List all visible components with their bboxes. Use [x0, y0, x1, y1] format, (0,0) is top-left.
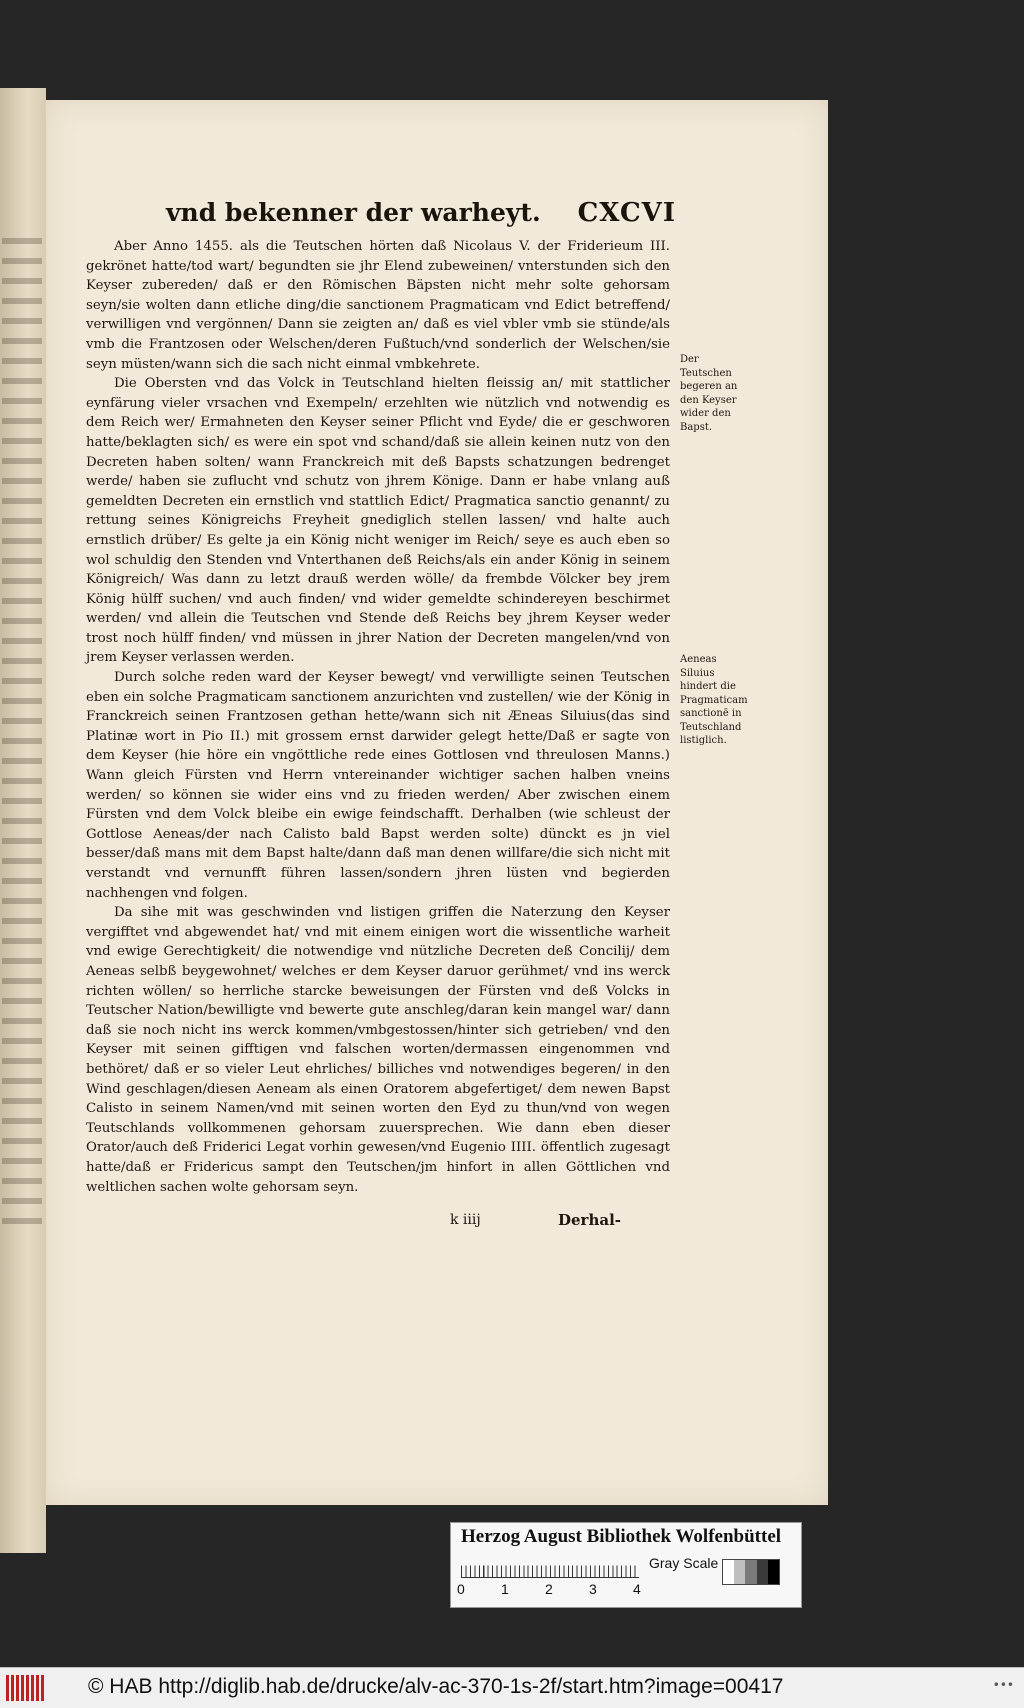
- bleed-through-line: [2, 298, 42, 304]
- gray-swatch: [723, 1560, 734, 1584]
- footer-url[interactable]: © HAB http://diglib.hab.de/drucke/alv-ac-370-1s-2f/start.htm?image=00417: [88, 1675, 784, 1698]
- bleed-through-line: [2, 358, 42, 364]
- bleed-through-line: [2, 718, 42, 724]
- bleed-through-line: [2, 758, 42, 764]
- bleed-through-line: [2, 1118, 42, 1124]
- bleed-through-line: [2, 1138, 42, 1144]
- bleed-through-line: [2, 798, 42, 804]
- bleed-through-line: [2, 678, 42, 684]
- bleed-through-line: [2, 738, 42, 744]
- bleed-through-line: [2, 898, 42, 904]
- bleed-through-line: [2, 998, 42, 1004]
- bleed-through-line: [2, 938, 42, 944]
- bleed-through-line: [2, 698, 42, 704]
- gray-scale-label: Gray Scale: [649, 1555, 719, 1571]
- library-label-card: [450, 1522, 802, 1608]
- bleed-through-line: [2, 838, 42, 844]
- bleed-through-line: [2, 478, 42, 484]
- gray-swatch: [768, 1560, 779, 1584]
- bleed-through-line: [2, 338, 42, 344]
- bleed-through-line: [2, 1038, 42, 1044]
- ruler-label-3: 3: [589, 1581, 597, 1597]
- bleed-through-line: [2, 598, 42, 604]
- bleed-through-line: [2, 978, 42, 984]
- bleed-through-line: [2, 418, 42, 424]
- bleed-through-line: [2, 658, 42, 664]
- gray-swatch: [734, 1560, 745, 1584]
- catchword: Derhal-: [558, 1211, 622, 1229]
- bleed-through-line: [2, 858, 42, 864]
- bleed-through-line: [2, 518, 42, 524]
- bleed-through-line: [2, 238, 42, 244]
- bleed-through-line: [2, 1178, 42, 1184]
- ruler-labels: [457, 1581, 647, 1599]
- gray-swatch: [745, 1560, 756, 1584]
- more-options-icon[interactable]: •••: [992, 1678, 1014, 1692]
- ruler-label-4: 4: [633, 1581, 641, 1597]
- signature-mark: k iiij: [450, 1212, 481, 1228]
- bleed-through-line: [2, 538, 42, 544]
- ruler-label-1: 1: [501, 1581, 509, 1597]
- body-text: [86, 237, 670, 1197]
- bleed-through-line: [2, 278, 42, 284]
- bleed-through-line: [2, 638, 42, 644]
- bleed-through-line: [2, 1098, 42, 1104]
- marginal-note-2: Aeneas Siluius hindert die Pragmaticam sanctionē in Teutschland listiglich.: [680, 654, 748, 746]
- paragraph-2: Die Obersten vnd das Volck in Teutschland hielten fleissig an/ mit stattlicher eynfärung vieler vrsachen vnd Exempeln/ erzehlten wie nützlich vnd notwendig es dem Reich wer/ Ermahneten den Keyser seiner Pflicht vnd Eyde/ die er geschworen hatte/beklagten sich/ es were ein spot vnd schand/daß sie allein keinen nutz von den Decreten haben solten/ wann Franckreich mit deß Bapsts schatzungen bedrenget werde/ haben sie zuflucht vnd schutz von jhrem Könige. Dann er habe vnlang auß gemeldten Decreten ein ernstlich vnd stattlich Edict/ Pragmatica sanctio genannt/ zu rettung seines Königreichs Freyheit gnediglich stellen lassen/ vnd halte auch ernstlich drüber/ Es gelte ja ein König nicht weniger im Reich/ seye es auch eben so wol schuldig den Stenden vnd Vnterthanen deß Reichs/als ein ander König in seinem Königreich/ Was dann zu letzt drauß werden wölle/ da frembde Völcker bey jrem König hülff suchen/ vnd auch finden/ vnd wider gemeldte schindereyen beschirmet werden/ vnd allein die Teutschen vnd Stende deß Reichs bey jhrem Keyser weder trost noch hülff finden/ vnd müssen in jhrer Nation der Decreten mangelen/vnd von jrem Keyser verlassen werden.: [86, 376, 670, 666]
- folio-number: CXCVI: [577, 198, 676, 228]
- bleed-through-line: [2, 1158, 42, 1164]
- ruler-label-0: 0: [457, 1581, 465, 1597]
- book-page: [46, 100, 828, 1505]
- bleed-through-line: [2, 1078, 42, 1084]
- hab-logo-icon: [6, 1675, 46, 1701]
- running-title: vnd bekenner der warheyt.: [166, 198, 541, 227]
- bleed-through-line: [2, 318, 42, 324]
- gray-scale-swatches: [722, 1559, 780, 1585]
- bleed-through-line: [2, 918, 42, 924]
- bleed-through-line: [2, 258, 42, 264]
- gray-swatch: [757, 1560, 768, 1584]
- bleed-through-line: [2, 458, 42, 464]
- bleed-through-line: [2, 558, 42, 564]
- library-name: Herzog August Bibliothek Wolfenbüttel: [461, 1526, 782, 1547]
- marginal-note-1: Der Teutschen begeren an den Keyser wider den Bapst.: [680, 354, 738, 433]
- bleed-through-line: [2, 438, 42, 444]
- bleed-through-line: [2, 818, 42, 824]
- adjacent-page-edge: [0, 88, 46, 1553]
- bleed-through-line: [2, 618, 42, 624]
- viewer-footer: [0, 1667, 1024, 1708]
- ruler-scale: [461, 1557, 639, 1578]
- bleed-through-line: [2, 958, 42, 964]
- bleed-through-line: [2, 1058, 42, 1064]
- bleed-through-line: [2, 378, 42, 384]
- page-header: [166, 198, 676, 228]
- bleed-through-line: [2, 1018, 42, 1024]
- bleed-through-line: [2, 1198, 42, 1204]
- paragraph-4: Da sihe mit was geschwinden vnd listigen griffen die Naterzung den Keyser vergifftet vnd abgewendet hat/ vnd mit einem einigen wort die wissentliche warheit vnd ewige Gerechtigkeit/ die notwendige vnd nützliche Decreten deß Concilij/ dem Aeneas selbß beygewohnet/ welches er dem Keyser daruor gerühmet/ vnd ins werck richten wöllen/ so herrliche starcke beweisungen der Fürsten vnd deß Volcks in Teutscher Nation/bewilligte vnd bewerte gute anschleg/daran kein mangel war/ dann daß sie noch nicht ins werck kommen/vmbgestossen/hinter sich getrieben/ vnd den Keyser mit seinen gifftigen vnd falschen worten/dermassen eingenommen vnd bethöret/ daß er so vieler Leut ehrliches/ billiches vnd notwendiges begeren/ in den Wind geschlagen/diesen Aeneam als einen Oratorem abgefertiget/ dem newen Bapst Calisto in seinem Namen/vnd mit seinen worten den Eyd zu thun/vnd von wegen Teutschlands vollkommenen gehorsam zuuersprechen. Wie dann eben dieser Orator/auch deß Friderici Legat vorhin gewesen/vnd Eugenio IIII. öffentlich zugesagt hatte/daß er Fridericus sampt den Teutschen/jm hinfort in allen Göttlichen vnd weltlichen sachen wolte gehorsam seyn.: [86, 905, 670, 1195]
- bleed-through-line: [2, 578, 42, 584]
- ruler-label-2: 2: [545, 1581, 553, 1597]
- bleed-through-line: [2, 1218, 42, 1224]
- bleed-through-line: [2, 778, 42, 784]
- bleed-through-line: [2, 878, 42, 884]
- paragraph-3: Durch solche reden ward der Keyser bewegt/ vnd verwilligte seinen Teutschen eben ein solche Pragmaticam sanctionem anzurichten vnd zustellen/ wie der König in Franckreich seinen Frantzosen gethan hette/wann sich nit Æneas Siluius(das sind Platinæ wort in Pio II.) mit grossem ernst darwider gelegt hette/Daß er sagte von dem Keyser (hie höre ein vngöttliche rede eines Gottlosen vnd threulosen Manns.) Wann gleich Fürsten vnd Herrn vntereinander wichtiger sachen halben vneins werden/ so können sie wider eins vnd zu frieden werden/ Aber zwischen einem Fürsten vnd dem Volck bleibe ein ewige feindschafft. Derhalben (wie schleust der Gottlose Aeneas/der nach Calisto bald Bapst werden solte) dünckt es jn viel besser/daß mans mit dem Bapst halte/dann daß man denen willfare/die sich nicht mit verstandt vnd vernunfft führen lassen/sondern jhren lüsten vnd begierden nachhengen vnd folgen.: [86, 670, 670, 901]
- paragraph-1: Aber Anno 1455. als die Teutschen hörten daß Nicolaus V. der Friderieum III. gekrönet hatte/tod wart/ begundten sie jhr Elend zubeweinen/ vnterstunden sich den Keyser zubereden/ daß er den Römischen Bäpsten nicht mehr solte gehorsam seyn/sie wolten dann etliche ding/die sanctionem Pragmaticam vnd Edict betreffend/ verwilligen vnd vergönnen/ Dann sie zeigten an/ daß es viel vbler vmb sie stünde/als vmb die Frantzosen oder Welschen/deren Fußtuch/vnd sonderlich der Welschen/sie seyn müsten/wann sich die sach nicht einmal vmbkehrete.: [86, 239, 670, 372]
- bleed-through-line: [2, 398, 42, 404]
- bleed-through-line: [2, 498, 42, 504]
